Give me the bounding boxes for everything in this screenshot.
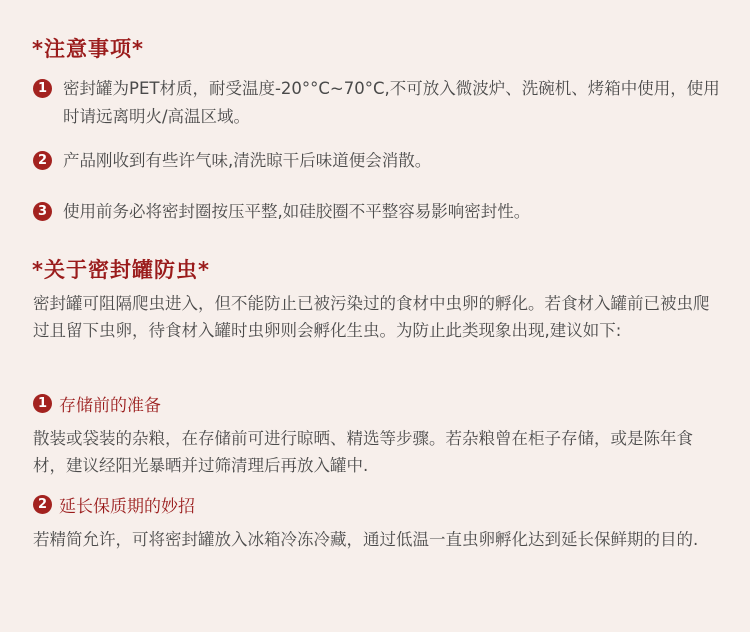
notice-text: 使用前务必将密封圈按压平整,如硅胶圈不平整容易影响密封性。 [63,202,531,221]
number-badge-1: 1 [33,79,52,98]
number-badge-3: 3 [33,202,52,221]
number-badge-1: 1 [33,394,52,413]
notice-text: 产品刚收到有些许气味,清洗晾干后味道便会消散。 [63,151,432,170]
tip-heading [33,391,161,416]
tip-heading-text: 存储前的准备 [59,396,161,416]
insect-prevention-intro: 密封罐可阻隔爬虫进入，但不能防止已被污染过的食材中虫卵的孵化。若食材入罐前已被虫爬过且留下虫卵，待食材入罐时虫卵则会孵化生虫。为防止此类现象出现,建议如下: [33,294,710,340]
notice-item [33,147,723,175]
notice-item [33,75,723,131]
insect-prevention-title: *关于密封罐防虫* [32,258,210,282]
notice-item [33,198,723,226]
number-badge-2: 2 [33,495,52,514]
tip-text: 散装或袋装的杂粮，在存储前可进行晾晒、精选等步骤。若杂粮曾在柜子存储，或是陈年食材，建议经阳光暴晒并过筛清理后再放入罐中. [33,429,693,475]
number-badge-2: 2 [33,151,52,170]
tip-heading-text: 延长保质期的妙招 [59,497,195,517]
notice-title: *注意事项* [32,37,144,61]
tip-heading [33,492,195,517]
tip-text: 若精简允许，可将密封罐放入冰箱冷冻冷藏，通过低温一直虫卵孵化达到延长保鲜期的目的. [33,530,699,549]
notice-text: 密封罐为PET材质，耐受温度-20°°C~70°C,不可放入微波炉、洗碗机、烤箱中使用，使用时请远离明火/高温区域。 [63,79,720,126]
